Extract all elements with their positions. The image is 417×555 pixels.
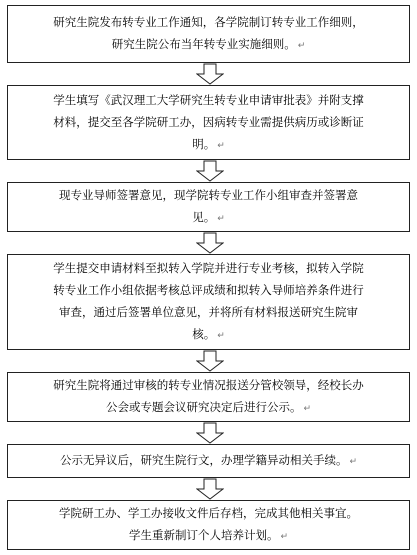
step-3-box [7,182,410,232]
step-1-text [14,11,403,57]
step-3-line-2: 见。 [192,210,216,224]
step-1-line-2: 研究生院公布当年转专业实施细则。 [111,37,296,51]
paragraph-mark-icon: ↵ [303,404,312,414]
paragraph-mark-icon: ↵ [297,41,306,51]
down-arrow-icon [196,422,224,444]
step-5-box [7,372,410,422]
step-7-text [14,502,403,548]
step-6-line-1: 公示无异议后，研究生院行文，办理学籍异动相关手续。 [59,453,348,467]
step-6-box [7,444,410,478]
step-4-line-1: 学生提交申请材料至拟转入学院并进行专业考核，拟转入学院 [53,261,364,275]
paragraph-mark-icon: ↵ [217,214,225,224]
down-arrow-icon [196,63,224,85]
step-3-text [14,184,403,230]
step-7-line-1: 学院研工办、学工办接收文件后存档，完成其他相关事宜。 [59,506,358,520]
step-6-text [14,449,403,473]
down-arrow-icon [196,232,224,254]
paragraph-mark-icon: ↵ [280,532,289,542]
step-7-line-2: 学生重新制订个人培养计划。 [128,528,279,542]
step-4-line-2: 转专业工作小组依据考核总评成绩和拟转入导师培养条件进行 [53,283,364,297]
step-4-text [14,257,403,347]
paragraph-mark-icon: ↵ [217,140,225,151]
step-7-box [7,500,410,550]
step-5-text [14,374,403,420]
paragraph-mark-icon: ↵ [217,331,225,341]
step-5-line-2: 公会或专题会议研究决定后进行公示。 [105,400,302,414]
step-1-line-1: 研究生院发布转专业工作通知，各学院制订转专业工作细则， [53,15,364,29]
step-3-line-1: 现专业导师签署意见，现学院转专业工作小组审查并签署意 [59,188,358,202]
down-arrow-icon [196,160,224,182]
step-2-line-2: 材料，提交至各学院研工办，因病转专业需提供病历或诊断证 [53,114,364,129]
step-4-line-3: 审查，通过后签署单位意见，并将所有材料报送研究生院审 [59,305,358,319]
step-4-line-4: 核。 [192,327,216,341]
step-5-line-1: 研究生院将通过审核的转专业情况报送分管校领导，经校长办 [53,378,364,392]
down-arrow-icon [196,350,224,372]
step-1-box [7,5,410,63]
paragraph-mark-icon: ↵ [349,457,358,467]
step-2-line-3: 明。 [192,136,216,151]
step-2-text [14,89,403,157]
step-4-box [7,254,410,350]
step-2-box [7,85,410,160]
down-arrow-icon [196,478,224,500]
step-2-line-1: 学生填写《武汉理工大学研究生转专业申请审批表》并附支撑 [53,92,364,107]
